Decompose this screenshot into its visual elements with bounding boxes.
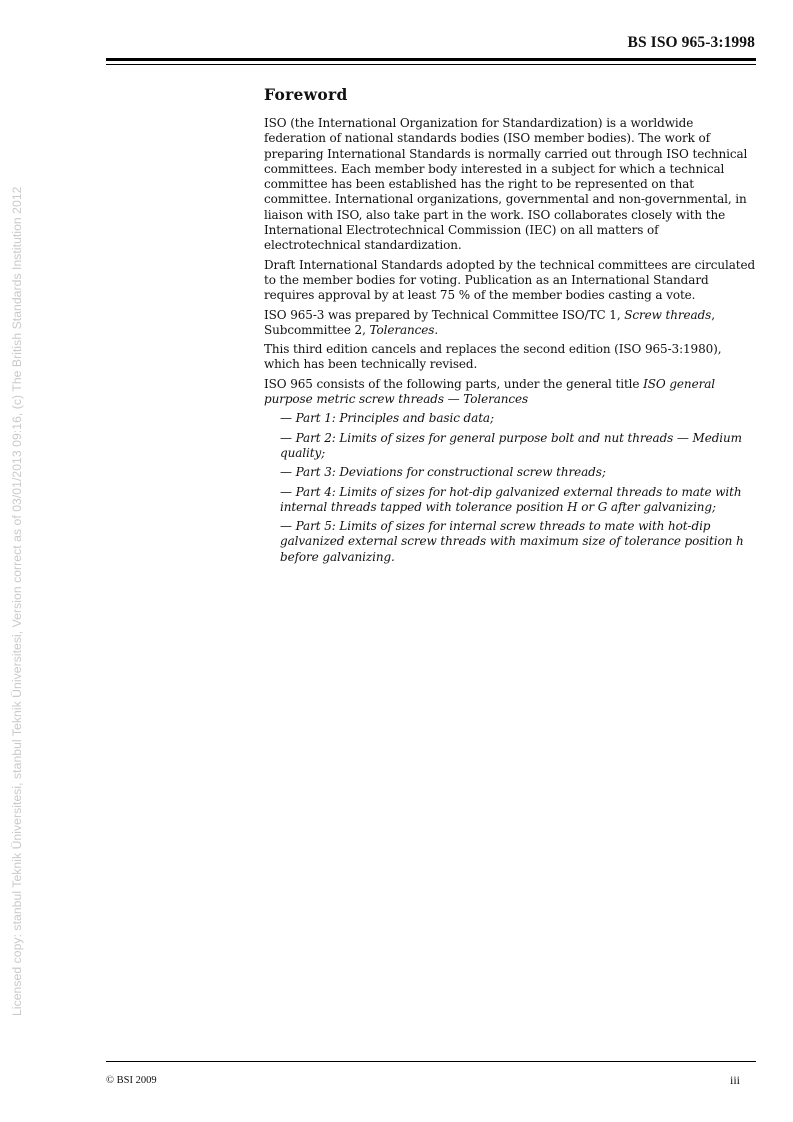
- part-text: Part 5: Limits of sizes for internal screw threads to mate with hot-dip galvanized external screw threads with maximum size of tolerance position h before galvanizing.: [280, 519, 744, 564]
- part-text: Part 1: Principles and basic data;: [295, 411, 494, 426]
- dash: —: [280, 430, 296, 445]
- standard-code: BS ISO 965-3:1998: [627, 34, 755, 51]
- list-item: [264, 431, 756, 462]
- subcommittee-text: , Subcommittee 2,: [264, 307, 715, 337]
- part-text: Part 4: Limits of sizes for hot-dip galvanized external threads to mate with internal threads tapped with tolerance position H or G after galvanizing;: [280, 484, 742, 514]
- general-title: ISO general purpose metric screw threads — Tolerances: [264, 376, 715, 407]
- foreword-heading: Foreword: [264, 85, 348, 104]
- paragraph-prepared-by: [264, 308, 756, 339]
- dash: —: [280, 411, 296, 426]
- subcommittee-name: Tolerances: [369, 322, 435, 337]
- paragraph-iso-description: ISO (the International Organization for Standardization) is a worldwide federation of national standards bodies (ISO member bodies). The work of preparing International Standards is normally carried out through ISO technical committees. Each member body interested in a subject for which a technical committee has been established has the right to be represented on that committee. International organizations, governmental and non-governmental, in liaison with ISO, also take part in the work. ISO collaborates closely with the International Electrotechnical Commission (IEC) on all matters of electrotechnical standardization.: [264, 116, 748, 253]
- list-item: [264, 465, 756, 480]
- header-rule-thick: [106, 58, 756, 61]
- list-item: [264, 485, 756, 516]
- committee-name: Screw threads: [624, 307, 712, 322]
- part-text: Part 3: Deviations for constructional screw threads;: [295, 465, 606, 480]
- list-item: [264, 411, 756, 426]
- license-watermark: Licensed copy: stanbul Teknik Üniversitesi, stanbul Teknik Üniversitesi, Version correct as of 03/01/2013 09:16, (c) The British Standards Institution 2012: [10, 186, 24, 1016]
- paragraph-parts-intro: [264, 377, 756, 408]
- foreword-section: [264, 85, 756, 569]
- paragraph-draft-standards: Draft International Standards adopted by the technical committees are circulated to the member bodies for voting. Publication as an International Standard requires approval by at least 75 % of the member bodies casting a vote.: [264, 257, 756, 303]
- parts-list: [264, 411, 756, 565]
- dash: —: [280, 519, 296, 534]
- dash: —: [280, 465, 296, 480]
- footer-rule: [106, 1061, 756, 1062]
- footer-copyright: © BSI 2009: [106, 1075, 157, 1086]
- list-item: [264, 519, 756, 565]
- period: .: [434, 322, 439, 337]
- dash: —: [280, 484, 296, 499]
- paragraph-edition: This third edition cancels and replaces the second edition (ISO 965-3:1980), which has been technically revised.: [264, 342, 722, 372]
- parts-intro-text: ISO 965 consists of the following parts, under the general title: [264, 376, 644, 391]
- page-number: iii: [729, 1073, 740, 1087]
- header-rule-thin: [106, 64, 756, 65]
- part-text: Part 2: Limits of sizes for general purpose bolt and nut threads — Medium quality;: [280, 430, 742, 460]
- prepared-by-text: ISO 965-3 was prepared by Technical Committee ISO/TC 1,: [264, 307, 625, 322]
